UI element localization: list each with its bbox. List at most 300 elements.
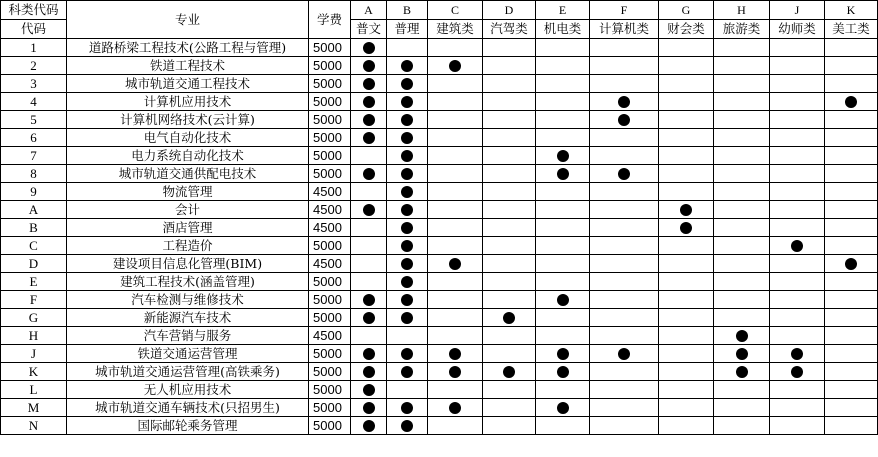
category-cell	[825, 327, 878, 345]
row-major: 电力系统自动化技术	[67, 147, 309, 165]
table-row	[1, 291, 878, 309]
filled-circle-icon	[618, 168, 630, 180]
category-cell	[825, 255, 878, 273]
filled-circle-icon	[557, 366, 569, 378]
category-cell	[770, 57, 825, 75]
row-code: 7	[1, 147, 67, 165]
category-cell	[351, 273, 387, 291]
category-letter: D	[483, 1, 536, 20]
category-cell	[590, 255, 659, 273]
category-cell	[483, 381, 536, 399]
category-cell	[536, 399, 590, 417]
category-cell	[536, 57, 590, 75]
category-cell	[590, 291, 659, 309]
category-cell	[590, 129, 659, 147]
category-cell	[590, 219, 659, 237]
row-major: 工程造价	[67, 237, 309, 255]
category-cell	[714, 309, 770, 327]
category-cell	[428, 363, 483, 381]
row-major: 铁道交通运营管理	[67, 345, 309, 363]
category-cell	[770, 363, 825, 381]
category-cell	[714, 273, 770, 291]
row-fee: 5000	[309, 93, 351, 111]
filled-circle-icon	[401, 168, 413, 180]
filled-circle-icon	[736, 348, 748, 360]
category-cell	[590, 327, 659, 345]
row-major: 建筑工程技术(涵盖管理)	[67, 273, 309, 291]
category-cell	[659, 345, 714, 363]
row-fee: 5000	[309, 129, 351, 147]
filled-circle-icon	[449, 348, 461, 360]
category-cell	[428, 93, 483, 111]
fee-header: 学费	[309, 1, 351, 39]
filled-circle-icon	[363, 114, 375, 126]
category-letter: J	[770, 1, 825, 20]
row-code: K	[1, 363, 67, 381]
filled-circle-icon	[449, 60, 461, 72]
category-letter: H	[714, 1, 770, 20]
category-cell	[428, 183, 483, 201]
category-cell	[770, 399, 825, 417]
category-cell	[659, 363, 714, 381]
row-fee: 5000	[309, 237, 351, 255]
category-cell	[659, 273, 714, 291]
category-cell	[428, 57, 483, 75]
category-cell	[387, 111, 428, 129]
category-cell	[770, 237, 825, 255]
row-fee: 5000	[309, 273, 351, 291]
filled-circle-icon	[503, 312, 515, 324]
category-cell	[428, 111, 483, 129]
filled-circle-icon	[363, 78, 375, 90]
filled-circle-icon	[363, 96, 375, 108]
category-cell	[714, 255, 770, 273]
category-cell	[351, 129, 387, 147]
filled-circle-icon	[363, 420, 375, 432]
table-row	[1, 417, 878, 435]
category-cell	[590, 399, 659, 417]
category-cell	[428, 291, 483, 309]
category-cell	[351, 219, 387, 237]
category-cell	[483, 75, 536, 93]
filled-circle-icon	[618, 96, 630, 108]
category-cell	[714, 39, 770, 57]
row-code: M	[1, 399, 67, 417]
category-cell	[536, 273, 590, 291]
row-fee: 4500	[309, 255, 351, 273]
row-major: 汽车营销与服务	[67, 327, 309, 345]
row-major: 城市轨道交通车辆技术(只招男生)	[67, 399, 309, 417]
category-cell	[659, 147, 714, 165]
category-cell	[351, 291, 387, 309]
filled-circle-icon	[401, 114, 413, 126]
table-row	[1, 273, 878, 291]
filled-circle-icon	[363, 366, 375, 378]
row-code: 2	[1, 57, 67, 75]
category-cell	[428, 165, 483, 183]
category-cell	[770, 291, 825, 309]
category-cell	[351, 75, 387, 93]
category-cell	[659, 381, 714, 399]
category-cell	[770, 219, 825, 237]
category-cell	[590, 39, 659, 57]
category-cell	[387, 327, 428, 345]
category-cell	[351, 237, 387, 255]
category-cell	[825, 399, 878, 417]
row-code: 8	[1, 165, 67, 183]
category-cell	[714, 345, 770, 363]
category-cell	[714, 417, 770, 435]
category-cell	[351, 183, 387, 201]
row-code: G	[1, 309, 67, 327]
row-code: 9	[1, 183, 67, 201]
table-row	[1, 219, 878, 237]
filled-circle-icon	[363, 60, 375, 72]
filled-circle-icon	[680, 222, 692, 234]
category-cell	[714, 291, 770, 309]
category-cell	[590, 381, 659, 399]
category-cell	[770, 255, 825, 273]
category-cell	[387, 273, 428, 291]
row-code: J	[1, 345, 67, 363]
row-fee: 4500	[309, 219, 351, 237]
row-code: F	[1, 291, 67, 309]
category-cell	[387, 147, 428, 165]
filled-circle-icon	[401, 132, 413, 144]
category-cell	[351, 39, 387, 57]
category-cell	[351, 417, 387, 435]
category-cell	[351, 345, 387, 363]
category-cell	[590, 363, 659, 381]
category-cell	[428, 129, 483, 147]
category-cell	[825, 309, 878, 327]
category-cell	[536, 111, 590, 129]
category-cell	[387, 165, 428, 183]
row-major: 酒店管理	[67, 219, 309, 237]
filled-circle-icon	[503, 366, 515, 378]
table-row	[1, 345, 878, 363]
header-row-letters	[1, 1, 878, 20]
category-cell	[825, 39, 878, 57]
row-code: E	[1, 273, 67, 291]
row-code: 4	[1, 93, 67, 111]
category-cell	[825, 237, 878, 255]
category-cell	[659, 291, 714, 309]
category-cell	[387, 57, 428, 75]
row-code: 6	[1, 129, 67, 147]
table-row	[1, 57, 878, 75]
filled-circle-icon	[401, 222, 413, 234]
filled-circle-icon	[557, 150, 569, 162]
filled-circle-icon	[845, 258, 857, 270]
filled-circle-icon	[736, 366, 748, 378]
category-cell	[659, 75, 714, 93]
filled-circle-icon	[557, 402, 569, 414]
category-cell	[483, 129, 536, 147]
category-cell	[351, 381, 387, 399]
category-cell	[770, 93, 825, 111]
filled-circle-icon	[401, 186, 413, 198]
category-name: 机电类	[536, 20, 590, 39]
row-fee: 5000	[309, 291, 351, 309]
row-fee: 5000	[309, 147, 351, 165]
category-cell	[659, 39, 714, 57]
filled-circle-icon	[449, 366, 461, 378]
row-fee: 5000	[309, 75, 351, 93]
category-cell	[714, 219, 770, 237]
category-cell	[483, 147, 536, 165]
row-code: 5	[1, 111, 67, 129]
table-row	[1, 237, 878, 255]
filled-circle-icon	[401, 96, 413, 108]
category-cell	[387, 381, 428, 399]
row-fee: 4500	[309, 201, 351, 219]
category-cell	[770, 381, 825, 399]
category-letter: E	[536, 1, 590, 20]
category-cell	[428, 381, 483, 399]
category-cell	[659, 201, 714, 219]
row-fee: 5000	[309, 417, 351, 435]
filled-circle-icon	[401, 204, 413, 216]
category-cell	[483, 255, 536, 273]
category-cell	[590, 57, 659, 75]
filled-circle-icon	[618, 114, 630, 126]
table-row	[1, 381, 878, 399]
category-cell	[770, 147, 825, 165]
major-header: 专业	[67, 1, 309, 39]
category-cell	[590, 417, 659, 435]
category-cell	[428, 345, 483, 363]
category-name: 财会类	[659, 20, 714, 39]
row-major: 电气自动化技术	[67, 129, 309, 147]
category-cell	[387, 399, 428, 417]
table-row	[1, 75, 878, 93]
category-cell	[483, 291, 536, 309]
category-name: 旅游类	[714, 20, 770, 39]
category-cell	[770, 345, 825, 363]
category-cell	[428, 309, 483, 327]
filled-circle-icon	[401, 276, 413, 288]
category-cell	[714, 201, 770, 219]
category-cell	[428, 417, 483, 435]
category-letter: B	[387, 1, 428, 20]
category-cell	[387, 363, 428, 381]
category-cell	[483, 219, 536, 237]
category-cell	[536, 147, 590, 165]
category-cell	[536, 237, 590, 255]
row-fee: 5000	[309, 57, 351, 75]
filled-circle-icon	[363, 348, 375, 360]
category-cell	[428, 237, 483, 255]
table-row	[1, 201, 878, 219]
category-cell	[714, 363, 770, 381]
filled-circle-icon	[401, 78, 413, 90]
category-cell	[714, 381, 770, 399]
category-cell	[483, 165, 536, 183]
category-cell	[536, 381, 590, 399]
filled-circle-icon	[680, 204, 692, 216]
category-name: 汽驾类	[483, 20, 536, 39]
filled-circle-icon	[449, 258, 461, 270]
row-fee: 5000	[309, 345, 351, 363]
category-cell	[536, 201, 590, 219]
table-row	[1, 309, 878, 327]
row-code: 3	[1, 75, 67, 93]
filled-circle-icon	[791, 348, 803, 360]
category-cell	[351, 255, 387, 273]
category-cell	[770, 201, 825, 219]
category-cell	[714, 129, 770, 147]
category-cell	[428, 255, 483, 273]
category-cell	[387, 345, 428, 363]
category-cell	[387, 129, 428, 147]
category-cell	[428, 39, 483, 57]
category-letter: K	[825, 1, 878, 20]
category-cell	[428, 273, 483, 291]
category-letter: G	[659, 1, 714, 20]
filled-circle-icon	[401, 240, 413, 252]
category-cell	[714, 237, 770, 255]
filled-circle-icon	[363, 42, 375, 54]
category-cell	[825, 111, 878, 129]
category-cell	[536, 255, 590, 273]
row-code: L	[1, 381, 67, 399]
row-fee: 5000	[309, 39, 351, 57]
category-cell	[536, 363, 590, 381]
category-cell	[825, 165, 878, 183]
filled-circle-icon	[363, 204, 375, 216]
category-cell	[590, 237, 659, 255]
row-major: 城市轨道交通工程技术	[67, 75, 309, 93]
category-cell	[351, 327, 387, 345]
category-cell	[351, 57, 387, 75]
category-cell	[387, 201, 428, 219]
filled-circle-icon	[401, 366, 413, 378]
category-cell	[536, 75, 590, 93]
category-cell	[483, 111, 536, 129]
filled-circle-icon	[401, 348, 413, 360]
table-row	[1, 39, 878, 57]
category-cell	[714, 327, 770, 345]
category-cell	[825, 291, 878, 309]
filled-circle-icon	[557, 294, 569, 306]
category-cell	[714, 57, 770, 75]
filled-circle-icon	[791, 366, 803, 378]
row-fee: 4500	[309, 327, 351, 345]
category-name: 普文	[351, 20, 387, 39]
row-fee: 4500	[309, 183, 351, 201]
category-cell	[590, 201, 659, 219]
category-cell	[770, 417, 825, 435]
category-cell	[659, 93, 714, 111]
category-cell	[483, 273, 536, 291]
category-cell	[659, 183, 714, 201]
row-major: 铁道工程技术	[67, 57, 309, 75]
category-cell	[659, 111, 714, 129]
category-cell	[387, 183, 428, 201]
category-cell	[825, 201, 878, 219]
category-cell	[714, 399, 770, 417]
category-cell	[387, 309, 428, 327]
category-cell	[536, 309, 590, 327]
row-major: 城市轨道交通供配电技术	[67, 165, 309, 183]
filled-circle-icon	[401, 150, 413, 162]
filled-circle-icon	[449, 402, 461, 414]
category-name: 幼师类	[770, 20, 825, 39]
category-cell	[351, 309, 387, 327]
filled-circle-icon	[401, 60, 413, 72]
table-row	[1, 327, 878, 345]
filled-circle-icon	[363, 132, 375, 144]
category-cell	[351, 93, 387, 111]
category-cell	[825, 147, 878, 165]
category-cell	[351, 399, 387, 417]
category-cell	[351, 111, 387, 129]
category-cell	[770, 183, 825, 201]
row-major: 物流管理	[67, 183, 309, 201]
category-cell	[659, 57, 714, 75]
category-cell	[770, 165, 825, 183]
category-cell	[590, 93, 659, 111]
row-fee: 5000	[309, 381, 351, 399]
category-cell	[536, 219, 590, 237]
category-cell	[387, 93, 428, 111]
category-cell	[825, 219, 878, 237]
filled-circle-icon	[845, 96, 857, 108]
category-cell	[387, 255, 428, 273]
category-cell	[483, 201, 536, 219]
row-code: N	[1, 417, 67, 435]
category-cell	[659, 327, 714, 345]
row-code: C	[1, 237, 67, 255]
category-cell	[714, 147, 770, 165]
category-cell	[536, 183, 590, 201]
category-cell	[483, 93, 536, 111]
category-cell	[714, 183, 770, 201]
row-fee: 5000	[309, 165, 351, 183]
category-cell	[714, 93, 770, 111]
category-cell	[659, 417, 714, 435]
category-cell	[659, 237, 714, 255]
category-cell	[825, 75, 878, 93]
row-major: 城市轨道交通运营管理(高铁乘务)	[67, 363, 309, 381]
category-cell	[590, 147, 659, 165]
category-cell	[483, 309, 536, 327]
category-cell	[387, 417, 428, 435]
row-code: A	[1, 201, 67, 219]
category-cell	[483, 183, 536, 201]
category-cell	[825, 129, 878, 147]
category-cell	[659, 129, 714, 147]
category-cell	[351, 363, 387, 381]
category-cell	[483, 57, 536, 75]
category-cell	[590, 345, 659, 363]
category-cell	[483, 39, 536, 57]
category-letter: C	[428, 1, 483, 20]
category-letter: A	[351, 1, 387, 20]
filled-circle-icon	[557, 348, 569, 360]
category-cell	[590, 111, 659, 129]
category-cell	[536, 39, 590, 57]
category-cell	[659, 399, 714, 417]
row-major: 新能源汽车技术	[67, 309, 309, 327]
category-cell	[659, 309, 714, 327]
table-row	[1, 147, 878, 165]
category-cell	[428, 399, 483, 417]
row-fee: 5000	[309, 111, 351, 129]
category-cell	[483, 345, 536, 363]
table-row	[1, 93, 878, 111]
